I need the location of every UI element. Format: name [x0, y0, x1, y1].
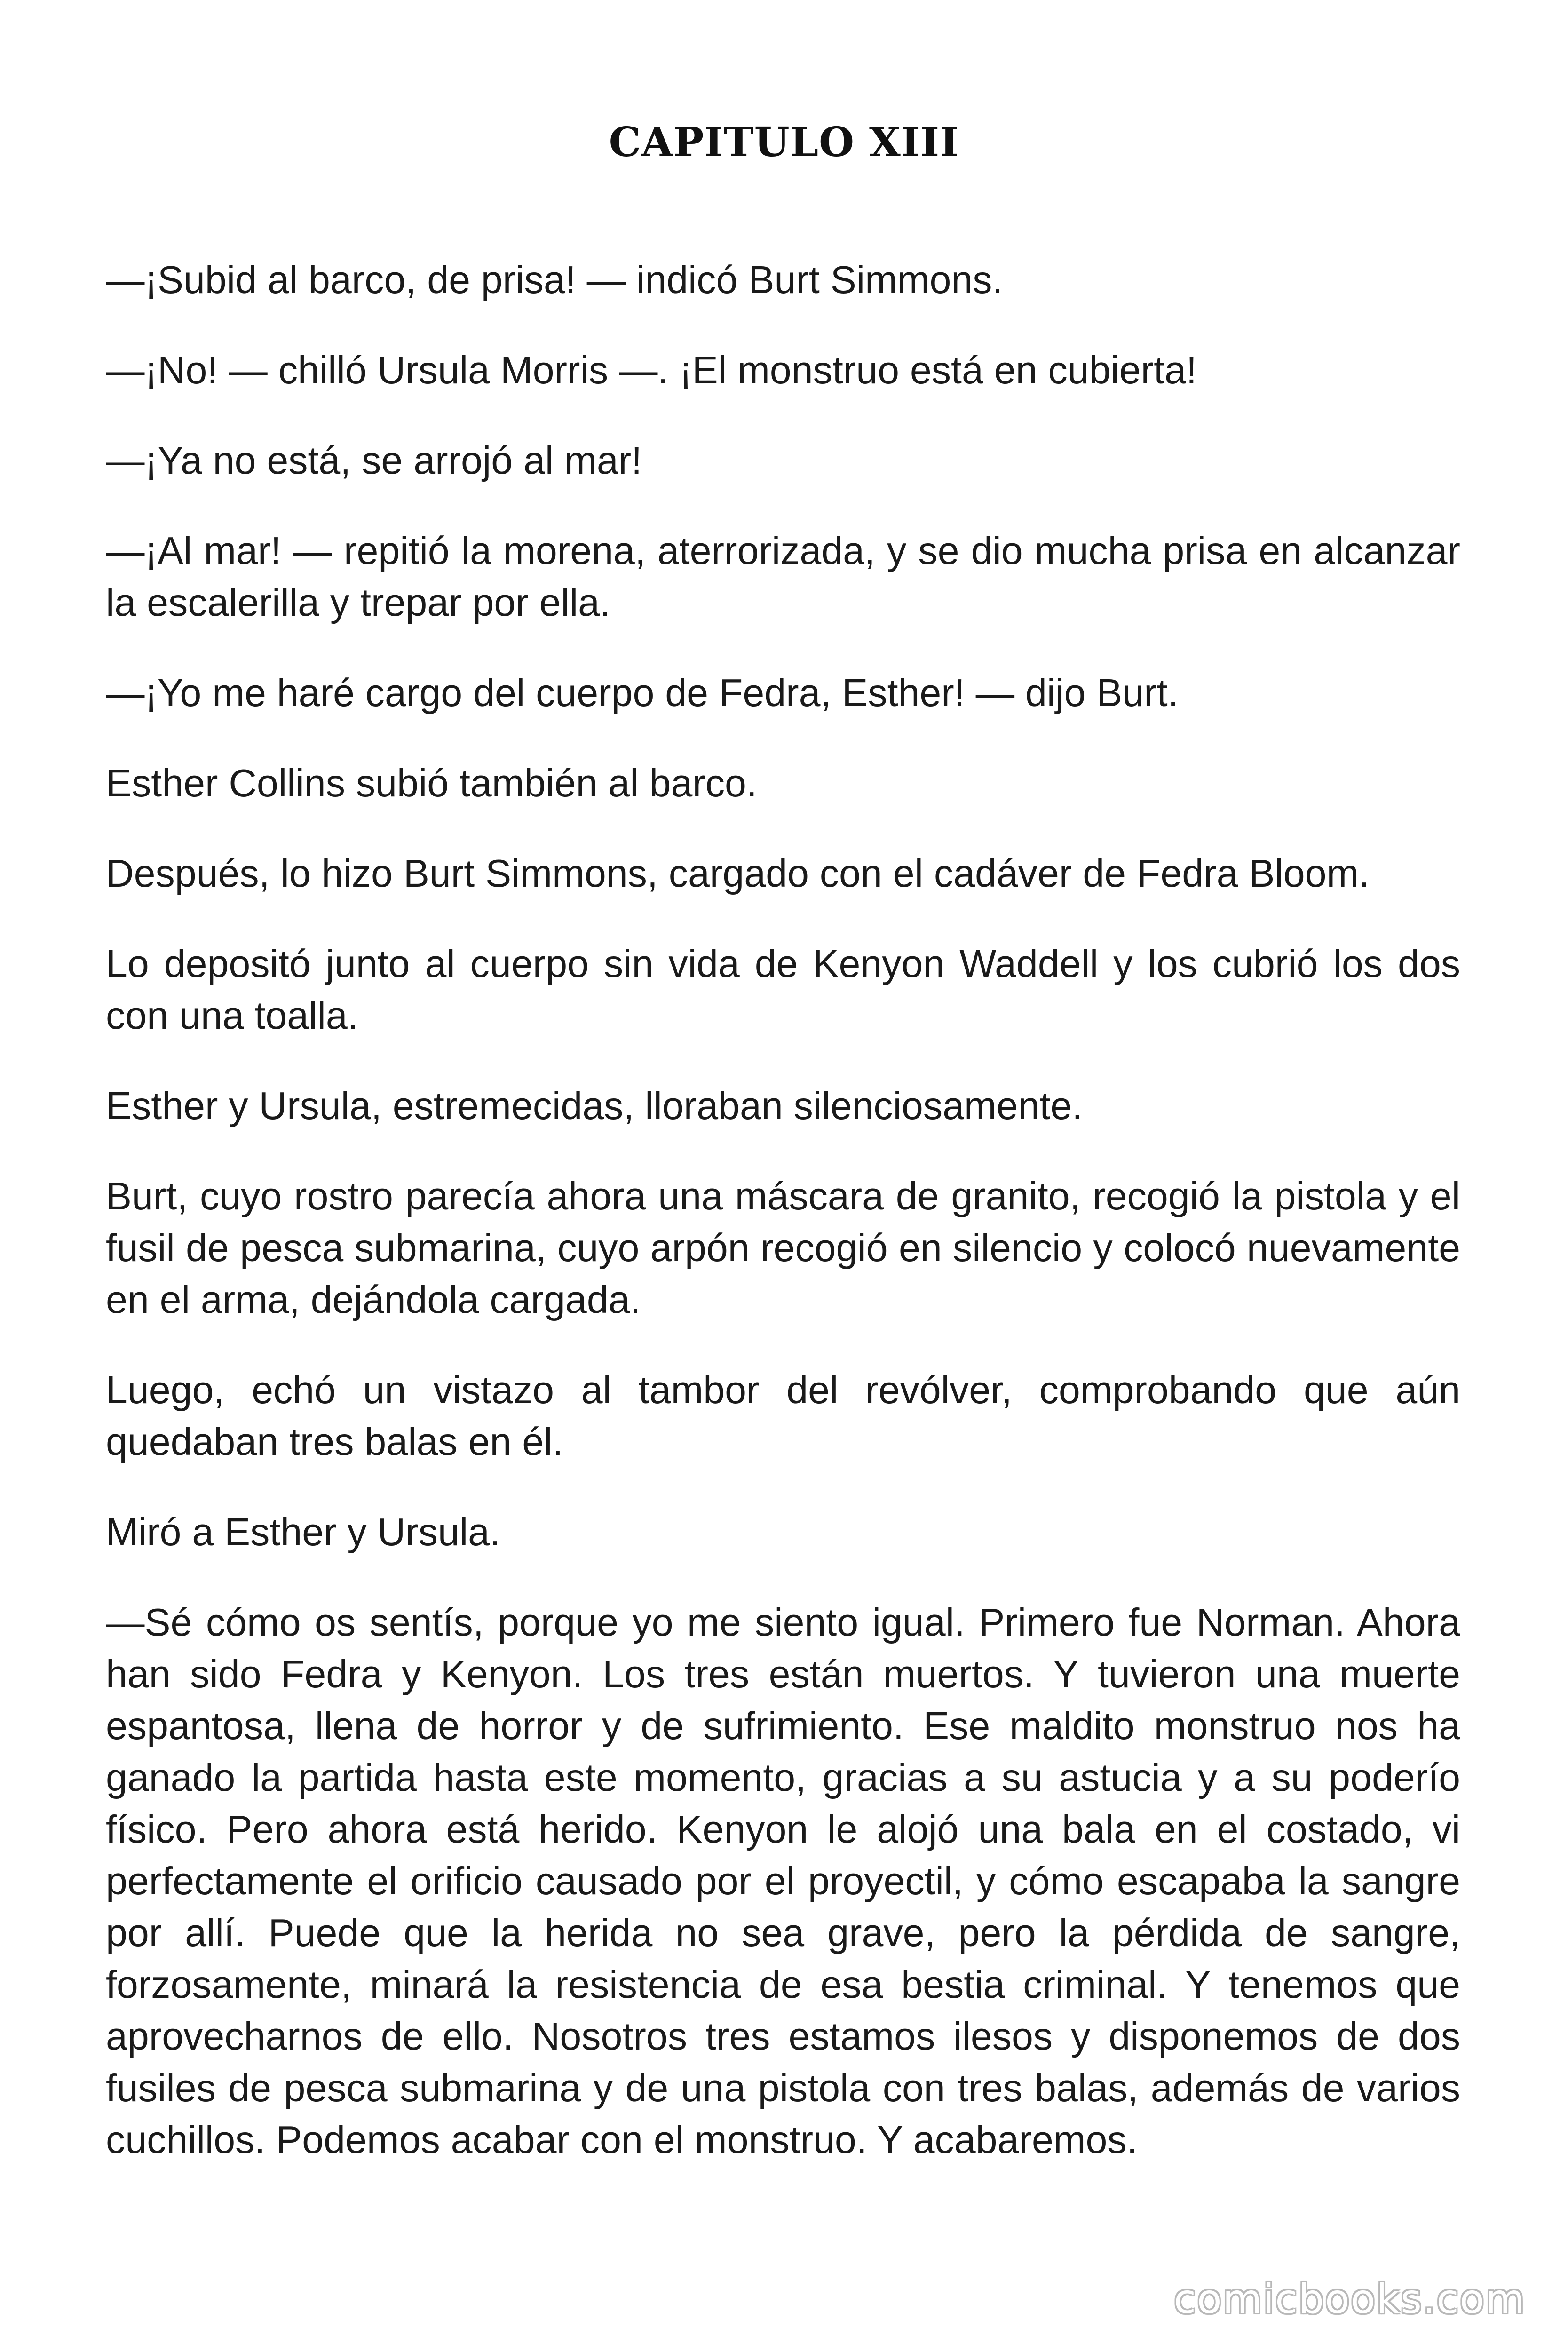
paragraph: —¡Yo me haré cargo del cuerpo de Fedra, Esther! — dijo Burt. [106, 671, 1179, 715]
paragraph: Después, lo hizo Burt Simmons, cargado con el cadáver de Fedra Bloom. [106, 852, 1370, 895]
paragraph: —¡Al mar! — repitió la morena, aterrorizada, y se dio mucha prisa en alcanzar la escalerilla y trepar por ella. [106, 529, 1460, 624]
paragraph: Lo depositó junto al cuerpo sin vida de Kenyon Waddell y los cubrió los dos con una toalla. [106, 942, 1460, 1037]
paragraph: Esther Collins subió también al barco. [106, 762, 757, 805]
paragraph: Burt, cuyo rostro parecía ahora una máscara de granito, recogió la pistola y el fusil de pesca submarina, cuyo arpón recogió en silencio y colocó nuevamente en el arma, dejándola cargada. [106, 1175, 1460, 1321]
paragraph: Luego, echó un vistazo al tambor del revólver, comprobando que aún quedaban tres balas en él. [106, 1368, 1460, 1463]
paragraph: Esther y Ursula, estremecidas, lloraban silenciosamente. [106, 1084, 1083, 1128]
paragraph: Miró a Esther y Ursula. [106, 1510, 500, 1554]
paragraph: —Sé cómo os sentís, porque yo me siento igual. Primero fue Norman. Ahora han sido Fedra y Kenyon. Los tres están muertos. Y tuvieron una muerte espantosa, llena de horror y de sufrimiento. Ese maldito monstruo nos ha ganado la partida hasta este momento, gracias a su astucia y a su poderío físico. Pero ahora está herido. Kenyon le alojó una bala en el costado, vi perfectamente el orificio causado por el proyectil, y cómo escapaba la sangre por allí. Puede que la herida no sea grave, pero la pérdida de sangre, forzosamente, minará la resistencia de esa bestia criminal. Y tenemos que aprovecharnos de ello. Nosotros tres estamos ilesos y disponemos de dos fusiles de pesca submarina y de una pistola con tres balas, además de varios cuchillos. Podemos acabar con el monstruo. Y acabaremos. [106, 1601, 1460, 2161]
paragraph: —¡Ya no está, se arrojó al mar! [106, 439, 642, 482]
watermark: comicbooks.com [1173, 2276, 1526, 2323]
chapter-title: CAPITULO XIII [609, 119, 959, 166]
paragraph: —¡No! — chilló Ursula Morris —. ¡El monstruo está en cubierta! [106, 349, 1197, 392]
paragraph: —¡Subid al barco, de prisa! — indicó Burt Simmons. [106, 258, 1003, 302]
chapter-body [106, 254, 1460, 2204]
